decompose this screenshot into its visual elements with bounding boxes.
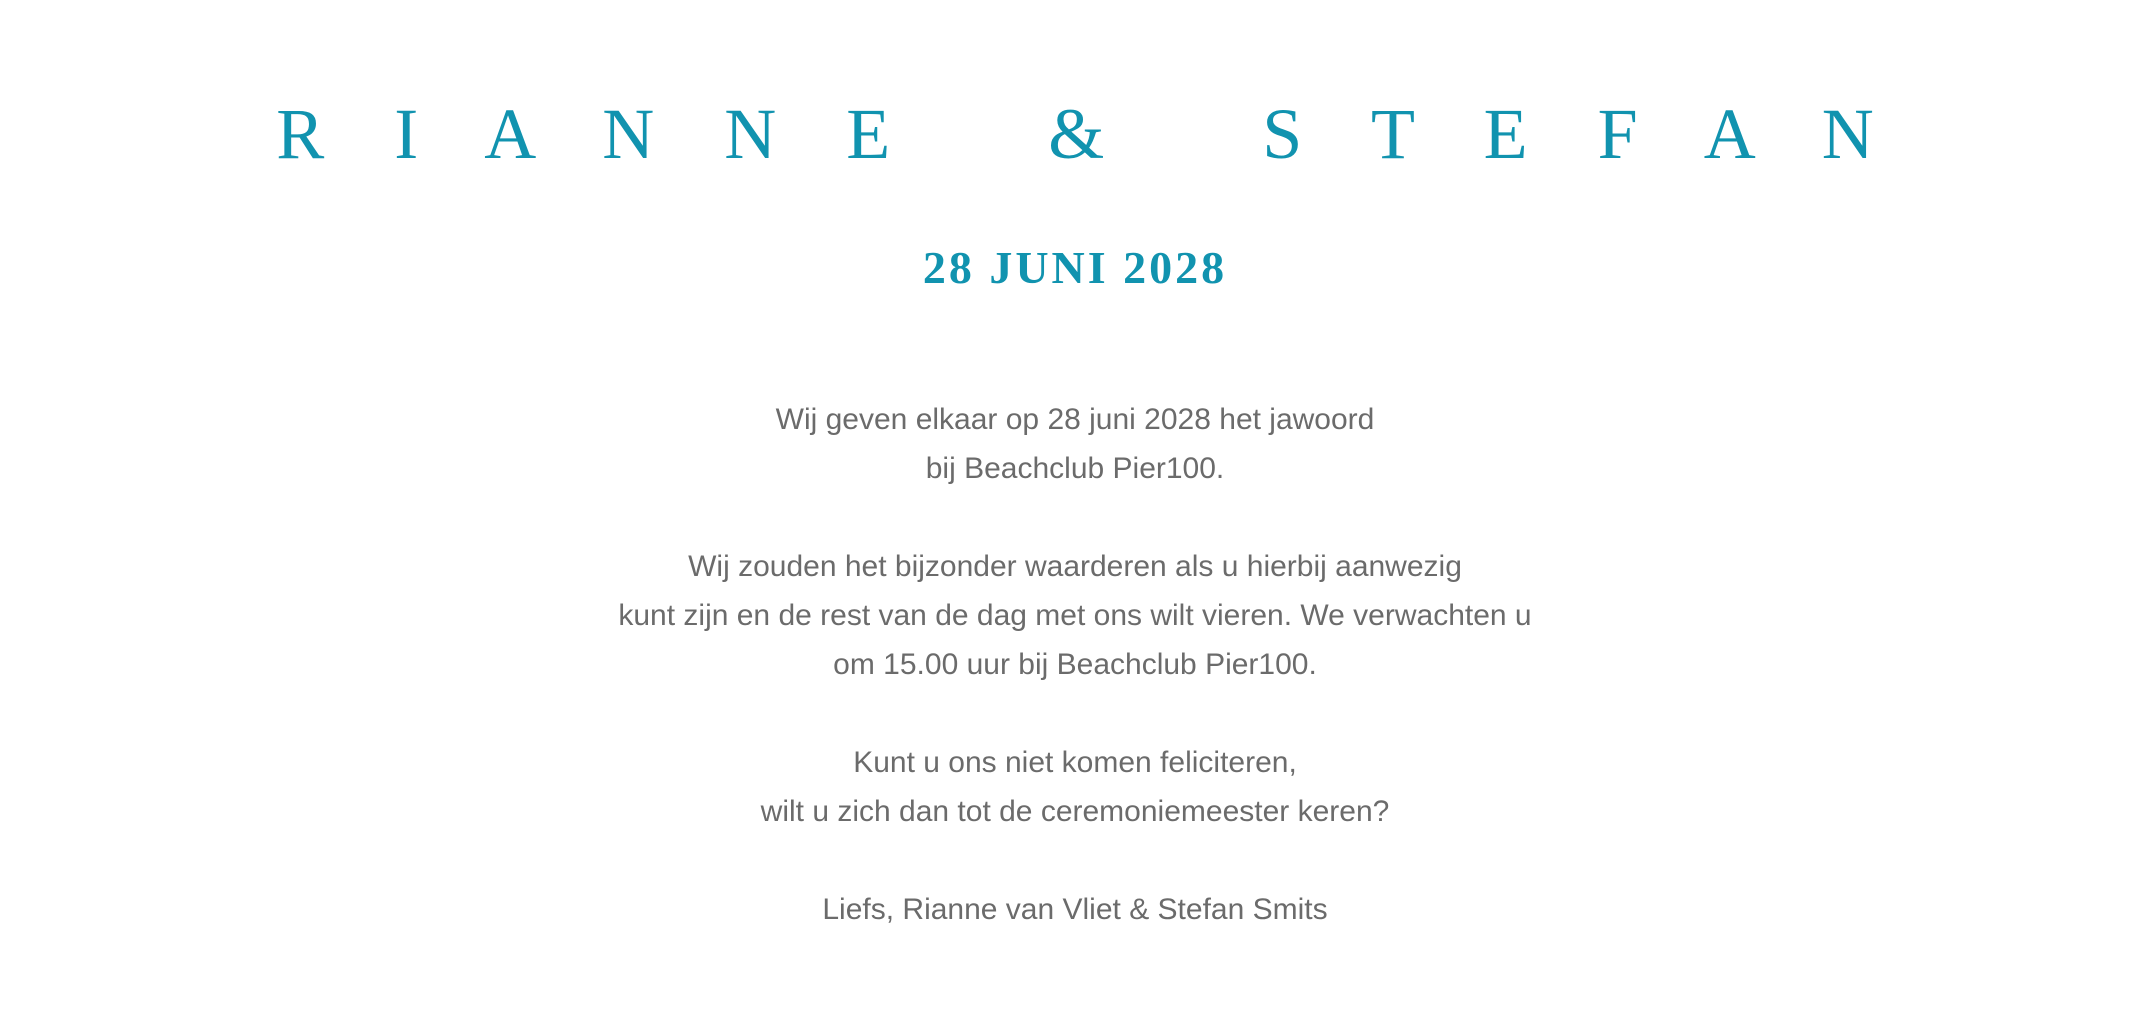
paragraph-line: Kunt u ons niet komen feliciteren, bbox=[853, 746, 1297, 779]
paragraph-jawoord bbox=[0, 395, 2150, 493]
paragraph-line: Wij geven elkaar op 28 juni 2028 het jawoord bbox=[775, 403, 1375, 436]
paragraph-line: Wij zouden het bijzonder waarderen als u hierbij aanwezig bbox=[688, 550, 1462, 583]
paragraph-signature bbox=[0, 885, 2150, 934]
paragraph-line: om 15.00 uur bij Beachclub Pier100. bbox=[833, 648, 1317, 681]
wedding-date: 28 JUNI 2028 bbox=[922, 242, 1228, 293]
paragraph-line: kunt zijn en de rest van de dag met ons wilt vieren. We verwachten u bbox=[618, 599, 1532, 632]
couple-names-heading: R I A N N E & S T E F A N bbox=[276, 94, 1900, 174]
paragraph-line: bij Beachclub Pier100. bbox=[925, 452, 1225, 485]
invitation-body bbox=[0, 395, 2150, 934]
paragraph-ceremoniemeester bbox=[0, 738, 2150, 836]
paragraph-aanwezigheid bbox=[0, 542, 2150, 689]
paragraph-line: wilt u zich dan tot de ceremoniemeester keren? bbox=[760, 795, 1390, 828]
signature-line: Liefs, Rianne van Vliet & Stefan Smits bbox=[822, 893, 1328, 926]
